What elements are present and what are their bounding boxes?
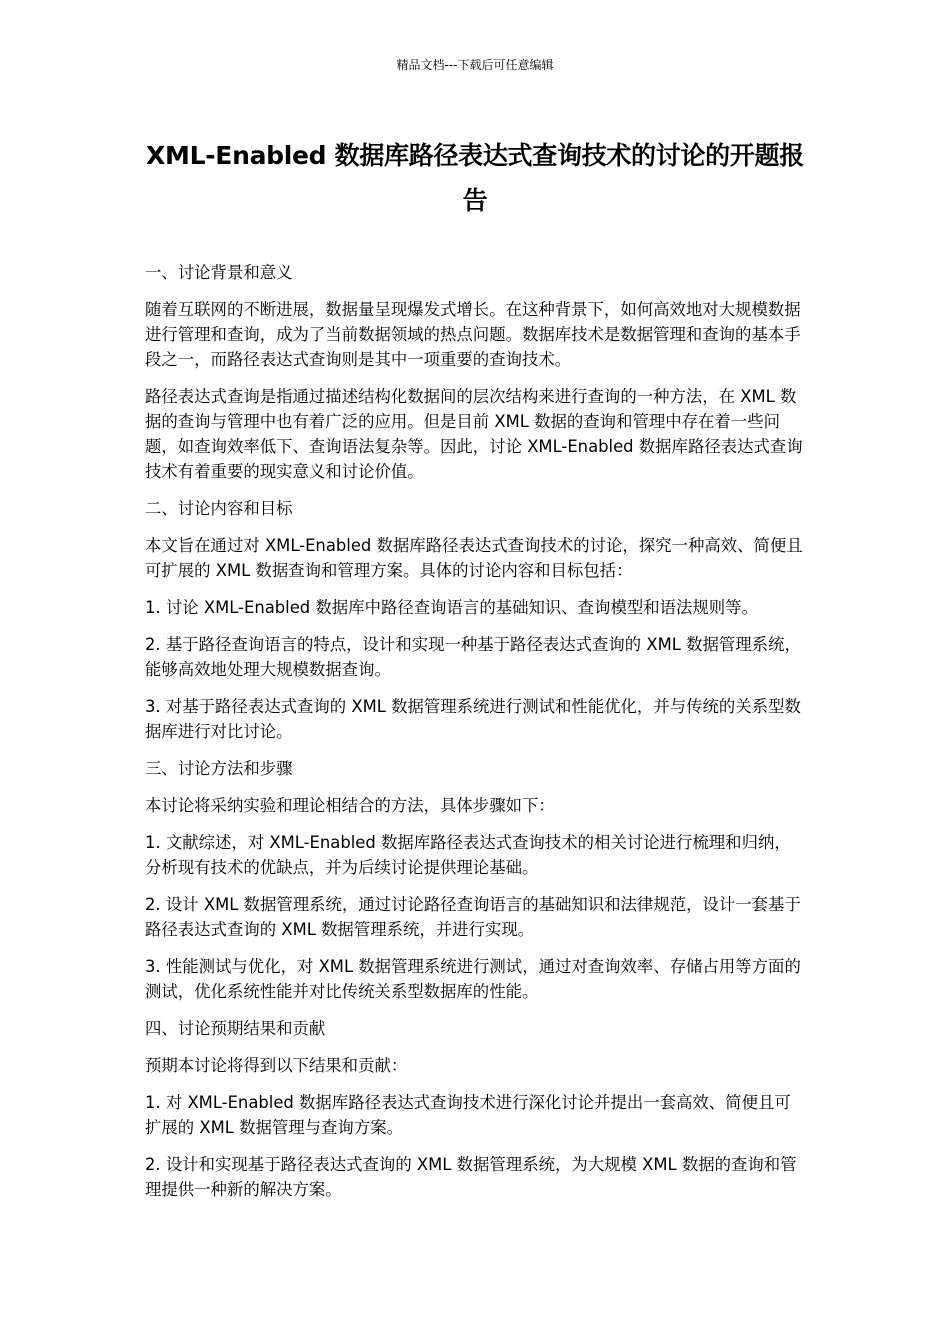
section-heading: 三、讨论方法和步骤: [145, 759, 293, 778]
list-item: 1. 文献综述，对 XML-Enabled 数据库路径表达式查询技术的相关讨论进行梳理和归纳，分析现有技术的优缺点，并为后续讨论提供理论基础。: [145, 833, 791, 877]
list-item: 1. 讨论 XML-Enabled 数据库中路径查询语言的基础知识、查询模型和语法规则等。: [145, 598, 758, 617]
list-item: 2. 基于路径查询语言的特点，设计和实现一种基于路径表达式查询的 XML 数据管理系统，能够高效地处理大规模数据查询。: [145, 635, 801, 679]
body-paragraph: 预期本讨论将得到以下结果和贡献：: [145, 1056, 408, 1075]
list-item: 2. 设计和实现基于路径表达式查询的 XML 数据管理系统，为大规模 XML 数据的查询和管理提供一种新的解决方案。: [145, 1155, 797, 1199]
body-paragraph: 本文旨在通过对 XML-Enabled 数据库路径表达式查询技术的讨论，探究一种高效、简便且可扩展的 XML 数据查询和管理方案。具体的讨论内容和目标包括：: [145, 536, 803, 580]
list-item: 3. 对基于路径表达式查询的 XML 数据管理系统进行测试和性能优化，并与传统的关系型数据库进行对比讨论。: [145, 697, 801, 741]
list-item: 1. 对 XML-Enabled 数据库路径表达式查询技术进行深化讨论并提出一套高效、简便且可扩展的 XML 数据管理与查询方案。: [145, 1093, 791, 1137]
body-paragraph: 本讨论将采纳实验和理论相结合的方法，具体步骤如下：: [145, 796, 555, 815]
list-item: 2. 设计 XML 数据管理系统，通过讨论路径查询语言的基础知识和法律规范，设计一套基于路径表达式查询的 XML 数据管理系统，并进行实现。: [145, 895, 801, 939]
document-body: [145, 260, 805, 1214]
body-paragraph: 随着互联网的不断进展，数据量呈现爆发式增长。在这种背景下，如何高效地对大规模数据进行管理和查询，成为了当前数据领域的热点问题。数据库技术是数据管理和查询的基本手段之一，而路径表达式查询则是其中一项重要的查询技术。: [145, 300, 801, 369]
section-heading: 二、讨论内容和目标: [145, 499, 293, 518]
body-paragraph: 路径表达式查询是指通过描述结构化数据间的层次结构来进行查询的一种方法，在 XML 数据的查询与管理中也有着广泛的应用。但是目前 XML 数据的查询和管理中存在着一些问题，如查询效率低下、查询语法复杂等。因此，讨论 XML-Enabled 数据库路径表达式查询技术有着重要的现实意义和讨论价值。: [145, 387, 803, 481]
list-item: 3. 性能测试与优化，对 XML 数据管理系统进行测试，通过对查询效率、存储占用等方面的测试，优化系统性能并对比传统关系型数据库的性能。: [145, 957, 801, 1001]
section-heading: 一、讨论背景和意义: [145, 263, 293, 282]
section-heading: 四、讨论预期结果和贡献: [145, 1019, 326, 1038]
document-title: XML-Enabled 数据库路径表达式查询技术的讨论的开题报告: [146, 141, 804, 215]
header-note: 精品文档---下载后可任意编辑: [396, 58, 554, 72]
